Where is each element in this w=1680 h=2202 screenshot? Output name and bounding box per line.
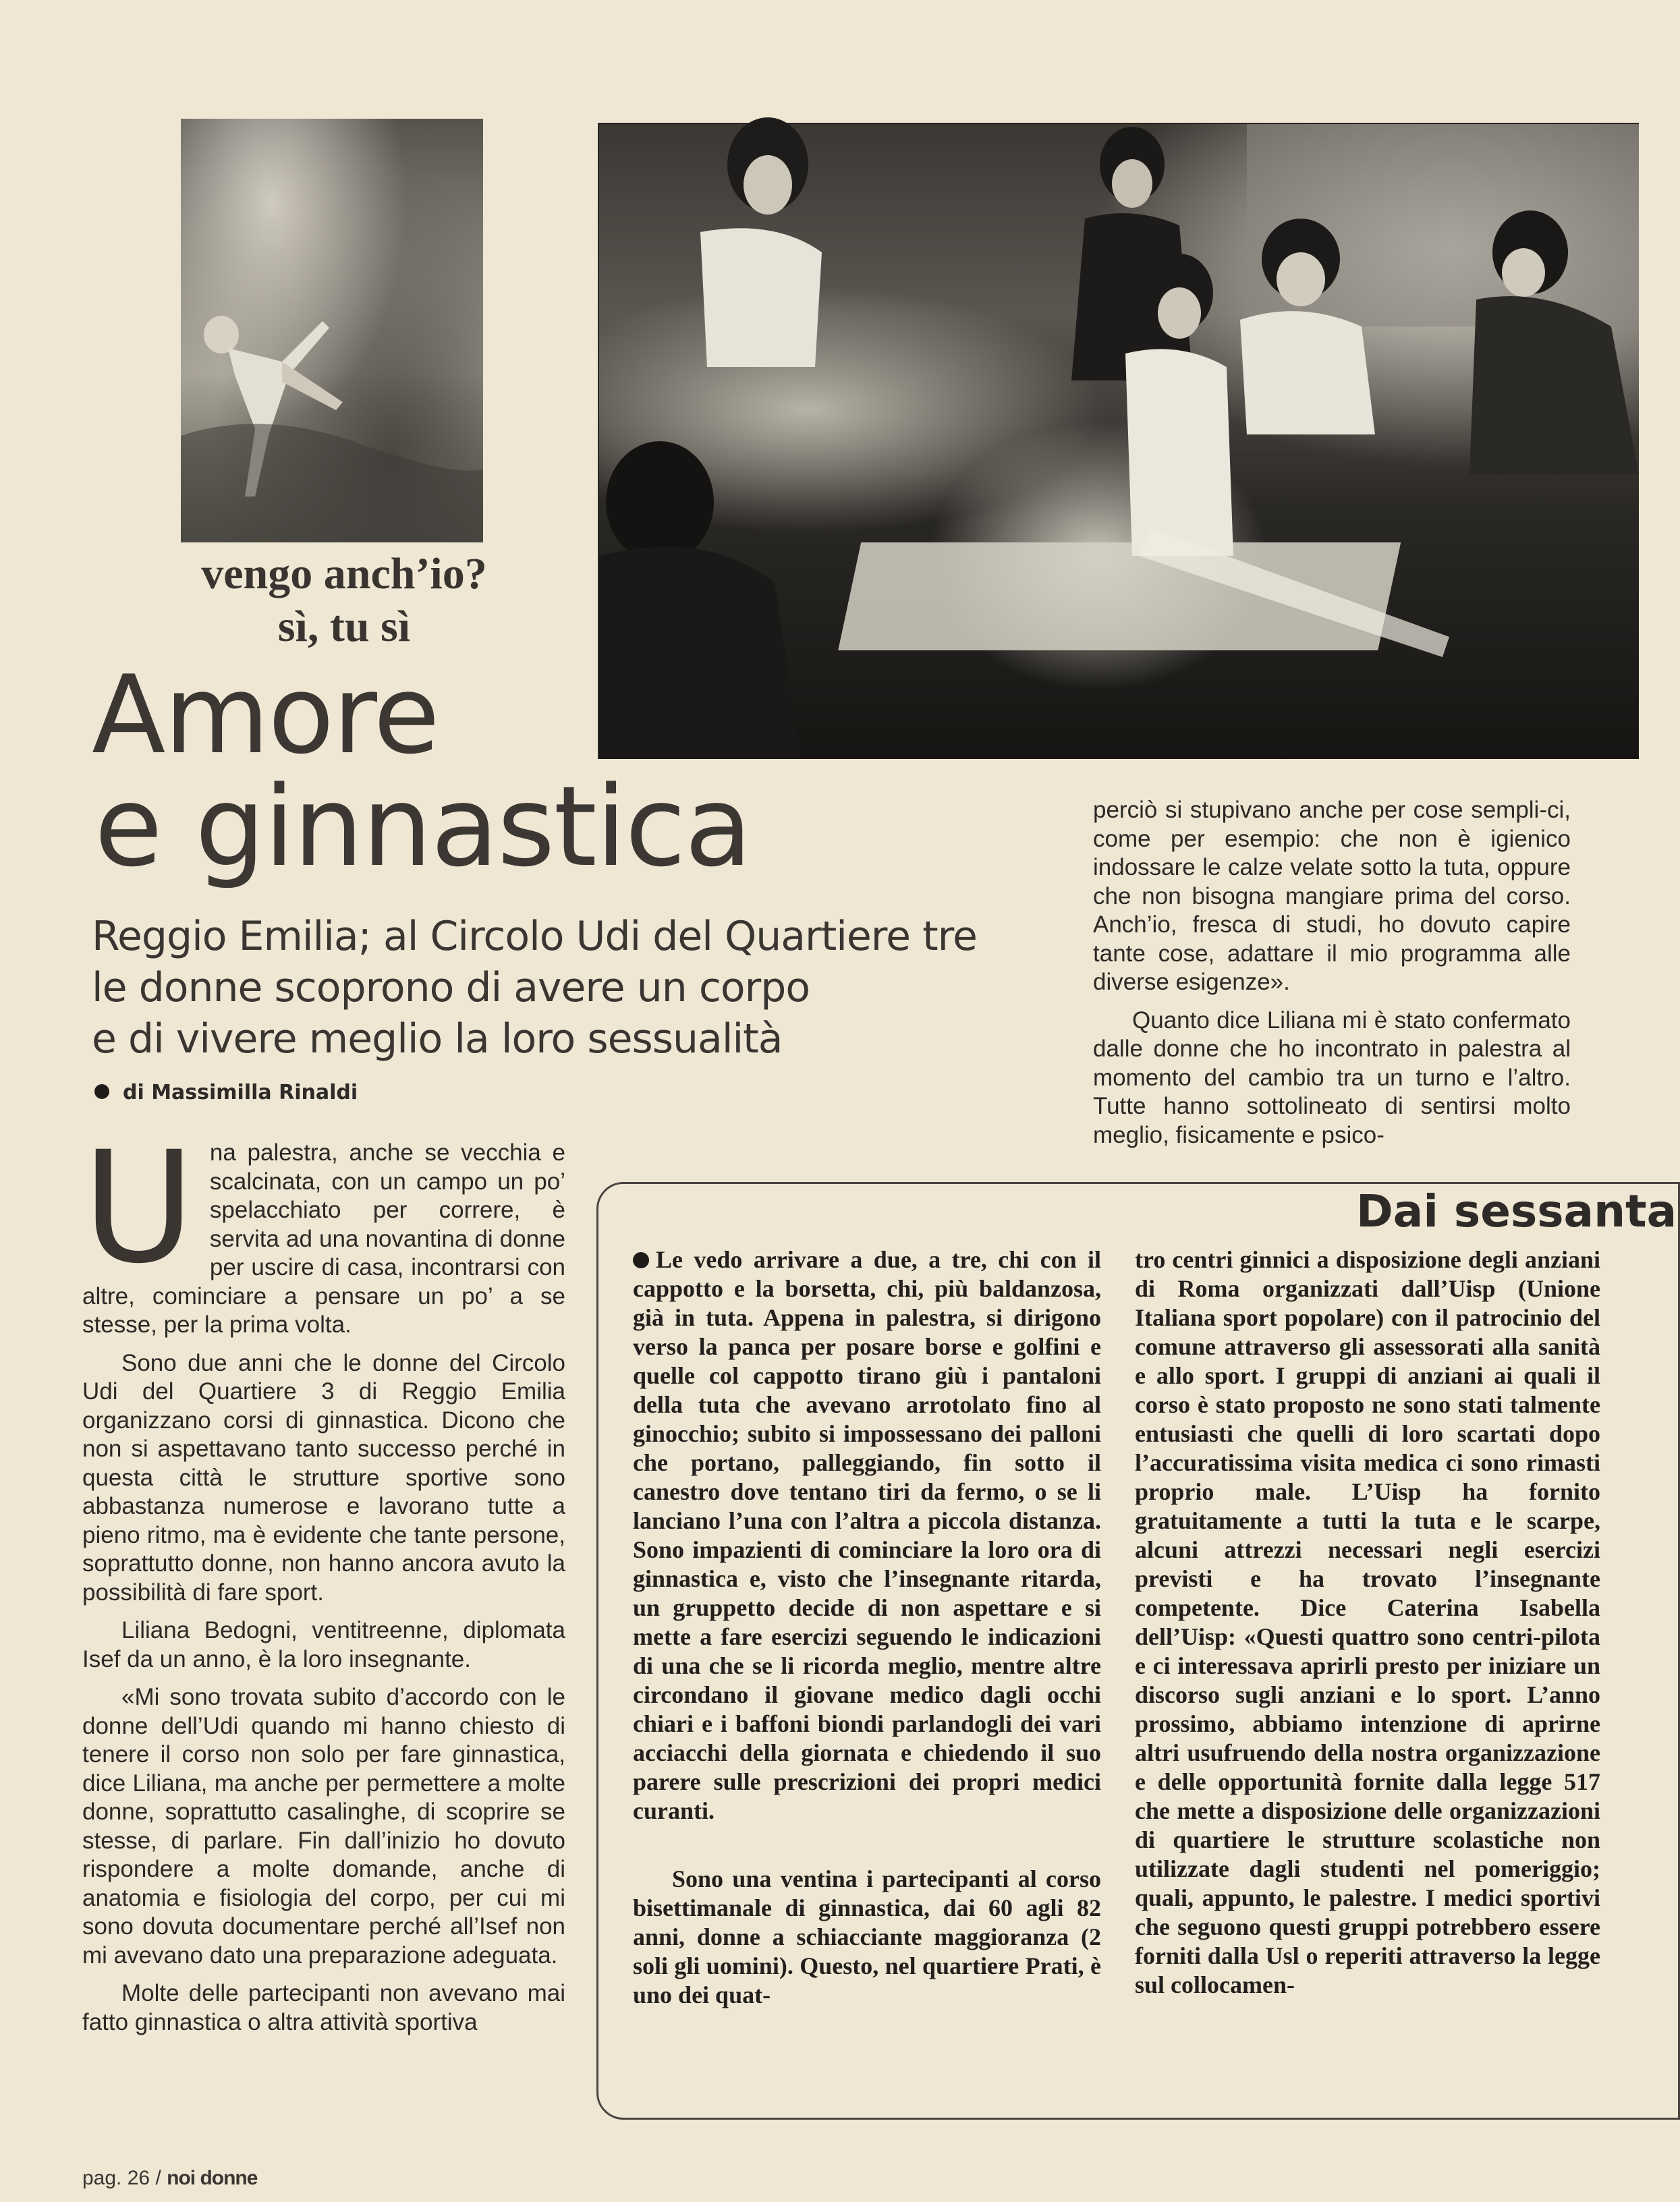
photo-woman-dancing bbox=[181, 119, 483, 542]
article-paragraph-4: «Mi sono trovata subito d’accordo con le donne dell’Udi quando mi hanno chiesto di tenere il corso non solo per fare ginnastica, dice Liliana, ma anche per permettere a molte donne, soprattutto casalinghe, di scoprire se stesse, di parlare. Fin dall’inizio ho dovuto rispondere a molte domande, anche di anatomia e fisiologia del corpo, per cui mi sono dovuta documentare perché all’Isef non mi avevano dato una preparazione adeguata. bbox=[82, 1684, 565, 1969]
sidebar-box-column-2 bbox=[1135, 1245, 1600, 2000]
sidebar-box-column-1 bbox=[633, 1245, 1101, 2010]
deck bbox=[92, 911, 1063, 1065]
article-column-left bbox=[82, 1118, 565, 2037]
sidebar-box-title: Dai sessanta bbox=[1356, 1185, 1677, 1237]
article-paragraph-2: Sono due anni che le donne del Circolo Udi del Quartiere 3 di Reggio Emilia organizzano corsi di ginnastica. Dicono che non si aspettavano tanto successo perché in questa città le strutture sportive sono abbastanza numerose e lavorano tutte a pieno ritmo, ma è evidente che tante persone, soprattutto donne, non hanno ancora avuto la possibilità di fare sport. bbox=[82, 1349, 565, 1606]
bullet-icon bbox=[94, 1084, 109, 1099]
article-paragraph-1-text: na palestra, anche se vecchia e scalcinata, con un campo un po’ spelacchiato per correre, è servita ad una novantina di donne per uscire di casa, incontrarsi con altre, cominciare a pensare un po’ a se stesse, per la prima volta. bbox=[82, 1139, 565, 1338]
headline-line-2: e ginnastica bbox=[94, 762, 752, 891]
article-paragraph-3: Liliana Bedogni, ventitreenne, diplomata Isef da un anno, è la loro insegnante. bbox=[82, 1617, 565, 1672]
article-paragraph-1 bbox=[82, 1118, 565, 1340]
page-number: pag. 26 bbox=[82, 2167, 150, 2189]
kicker-line-1: vengo anch’io? bbox=[201, 549, 487, 598]
drop-cap: U bbox=[82, 1118, 195, 1297]
byline bbox=[94, 1081, 358, 1104]
sidebar-box-paragraph-3: tro centri ginnici a disposizione degli anziani di Roma organizzati dall’Uisp (Unione Italiana sport popolare) con il patrocinio del comune attraverso gli assessorati alla sanità e allo sport. I gruppi di anziani ai quali il corso è stato proposto ne sono stati talmente entusiasti che quelli di loro scartati dopo l’accuratissima visita medica ci sono rimasti proprio male. L’Uisp ha fornito gratuitamente a tutti la tuta e le scarpe, alcuni attrezzi necessari negli esercizi previsti e ha trovato l’insegnante competente. Dice Caterina Isabella dell’Uisp: «Questi quattro sono centri-pilota e ci interessava aprirli presto per iniziare un discorso sugli anziani e lo sport. L’anno prossimo, abbiamo intenzione di aprirne altri usufruendo della nostra organizzazione e delle opportunità fornite dalla legge 517 che mette a disposizione delle organizzazioni di quartiere le strutture scolastiche non utilizzate dagli studenti nel pomeriggio; quali, appunto, le palestre. I medici sportivi che seguono questi gruppi potrebbero essere forniti dalla Usl o reperiti attraverso la legge sul collocamen- bbox=[1135, 1246, 1600, 1998]
article-paragraph-5: Molte delle partecipanti non avevano mai fatto ginnastica o altra attività sportiva bbox=[82, 1980, 565, 2035]
photo-women-exercising-figures bbox=[599, 124, 1639, 759]
sidebar-box-paragraph-1 bbox=[633, 1245, 1101, 1826]
article-paragraph-6: perciò si stupivano anche per cose sempli-ci, come per esempio: che non è igienico indossare le calze velate sotto la tuta, oppure che non bisogna mangiare prima del corso. Anch’io, fresca di studi, ho dovuto capire tante cose, adattare il mio programma alle diverse esigenze». bbox=[1093, 797, 1571, 995]
kicker-line-2: sì, tu sì bbox=[277, 602, 411, 651]
photo-woman-dancing-figure bbox=[181, 119, 483, 542]
sidebar-box-paragraph-2: Sono una ventina i partecipanti al corso bisettimanale di ginnastica, dai 60 agli 82 anni, donne a schiacciante maggioranza (2 soli gli uomini). Questo, nel quartiere Prati, è uno dei quat- bbox=[633, 1865, 1101, 2008]
photo-women-exercising bbox=[598, 123, 1639, 759]
deck-line-1: Reggio Emilia; al Circolo Udi del Quartiere tre bbox=[92, 913, 977, 960]
footer-separator: / bbox=[155, 2167, 161, 2189]
sidebar-box-paragraph-1-text: Le vedo arrivare a due, a tre, chi con il cappotto e la borsetta, chi, più baldanzosa, già in tuta. Appena in palestra, si dirigono verso la panca per posare borse e golfini e quelle col cappotto tirano giù i pantaloni della tuta che avevano arrotolato fino al ginocchio; subito si impossessano dei palloni che portano, palleggiando, fin sotto il canestro dove tentano tiri da fermo, o se li lanciano l’una con l’altra a piccola distanza. Sono impazienti di cominciare la loro ora di ginnastica e, visto che l’insegnante ritarda, un gruppetto decide di non aspettare e si mette a fare esercizi seguendo le indicazioni di una che se li ricorda meglio, mentre altre circondano il giovane medico dagli occhi chiari e i baffoni biondi parlandogli dei vari acciacchi della giornata e chiedendo il suo parere sulle prescrizioni dei propri medici curanti. bbox=[633, 1246, 1101, 1824]
byline-text: di Massimilla Rinaldi bbox=[123, 1081, 358, 1104]
headline-line-1: Amore bbox=[92, 652, 439, 778]
page-footer bbox=[82, 2167, 257, 2190]
deck-line-3: e di vivere meglio la loro sessualità bbox=[92, 1015, 783, 1063]
deck-line-2: le donne scoprono di avere un corpo bbox=[92, 964, 810, 1011]
kicker bbox=[162, 548, 526, 653]
bullet-icon bbox=[633, 1252, 649, 1268]
magazine-name: noi donne bbox=[167, 2167, 258, 2189]
article-column-right bbox=[1093, 796, 1571, 1150]
article-paragraph-7: Quanto dice Liliana mi è stato confermato dalle donne che ho incontrato in palestra al momento del cambio tra un turno e l’altro. Tutte hanno sottolineato di sentirsi molto meglio, fisicamente e psico- bbox=[1093, 1007, 1571, 1148]
